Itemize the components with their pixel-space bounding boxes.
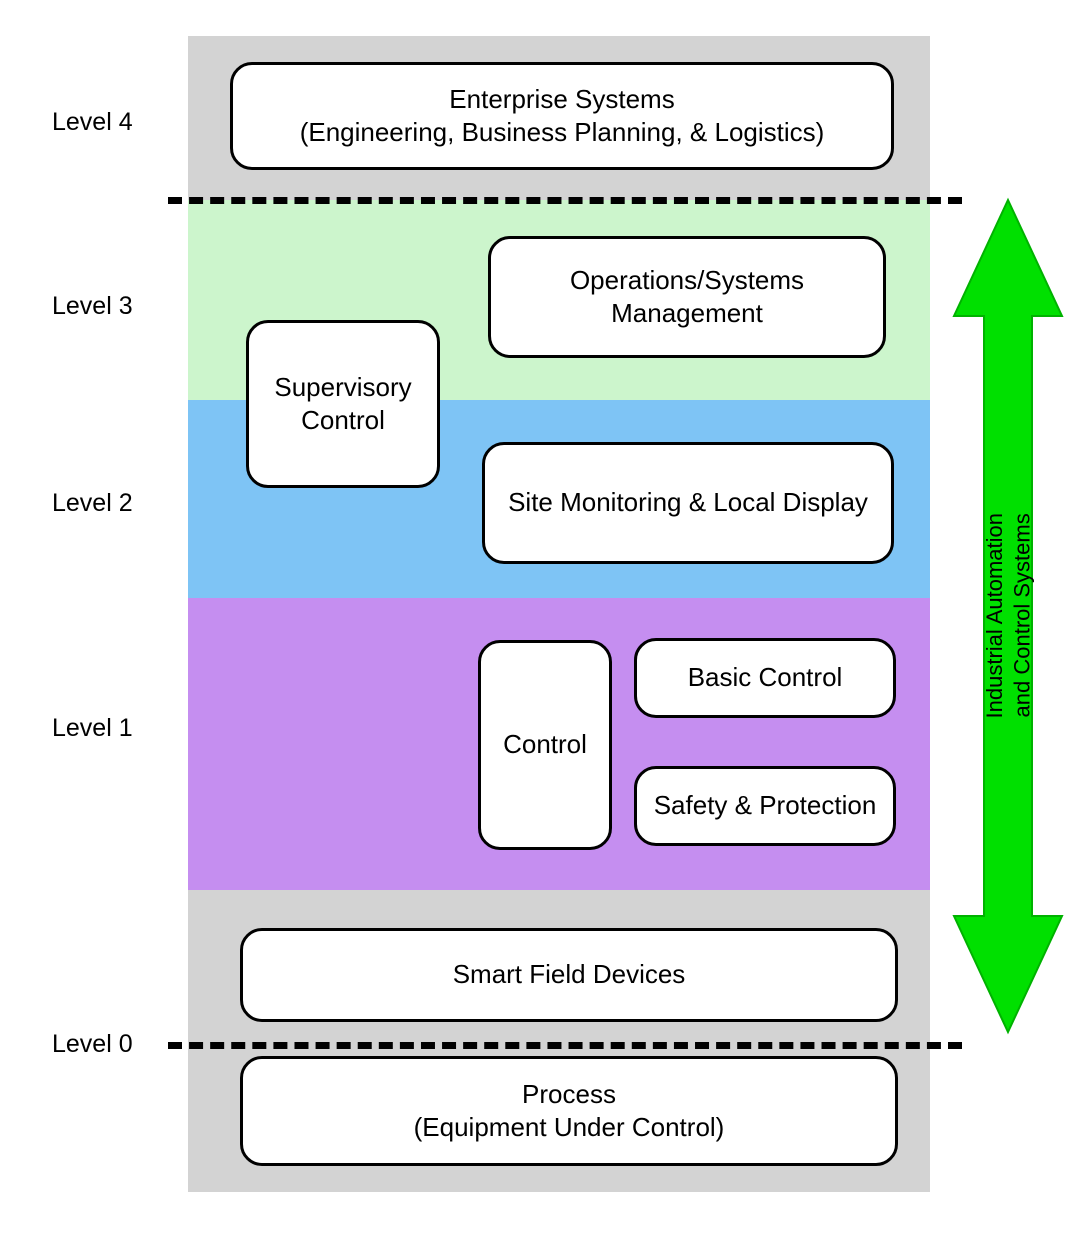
box-enterprise-line2: (Engineering, Business Planning, & Logistics) — [299, 117, 825, 147]
level-label-4: Level 4 — [52, 108, 133, 136]
box-process-equipment-under-control — [240, 1056, 898, 1166]
box-smart-field-line1: Smart Field Devices — [452, 959, 686, 990]
double-headed-arrow-icon — [948, 196, 1068, 1036]
box-safety-protection — [634, 766, 896, 846]
level-label-2: Level 2 — [52, 489, 133, 517]
box-supervisory-line2: Control — [301, 405, 385, 435]
box-basic-control-line1: Basic Control — [687, 662, 843, 693]
box-smart-field-devices — [240, 928, 898, 1022]
box-enterprise-line1: Enterprise Systems — [449, 83, 675, 114]
box-supervisory-control — [246, 320, 440, 488]
box-site-monitoring-local-display — [482, 442, 894, 564]
box-safety-line1: Safety & Protection — [653, 790, 877, 821]
level-label-1: Level 1 — [52, 714, 133, 742]
dashed-separator-top — [168, 197, 962, 204]
box-basic-control — [634, 638, 896, 718]
box-process-line2: (Equipment Under Control) — [413, 1112, 725, 1142]
dashed-separator-bottom — [168, 1042, 962, 1049]
box-site-monitoring-line1: Site Monitoring & Local Display — [508, 487, 868, 518]
box-operations-systems-management — [488, 236, 886, 358]
box-control-line1: Control — [503, 729, 587, 760]
level-label-0: Level 0 — [52, 1030, 133, 1058]
arrow-label-line1: Industrial Automation — [981, 513, 1007, 719]
box-supervisory-line1: Supervisory — [274, 371, 412, 402]
box-operations-line2: Management — [611, 298, 763, 328]
box-control — [478, 640, 612, 850]
box-operations-line1: Operations/Systems — [569, 264, 805, 295]
level-label-3: Level 3 — [52, 292, 133, 320]
box-enterprise-systems — [230, 62, 894, 170]
arrow-label-line2: and Control Systems — [1009, 513, 1034, 719]
box-process-line1: Process — [522, 1078, 616, 1109]
